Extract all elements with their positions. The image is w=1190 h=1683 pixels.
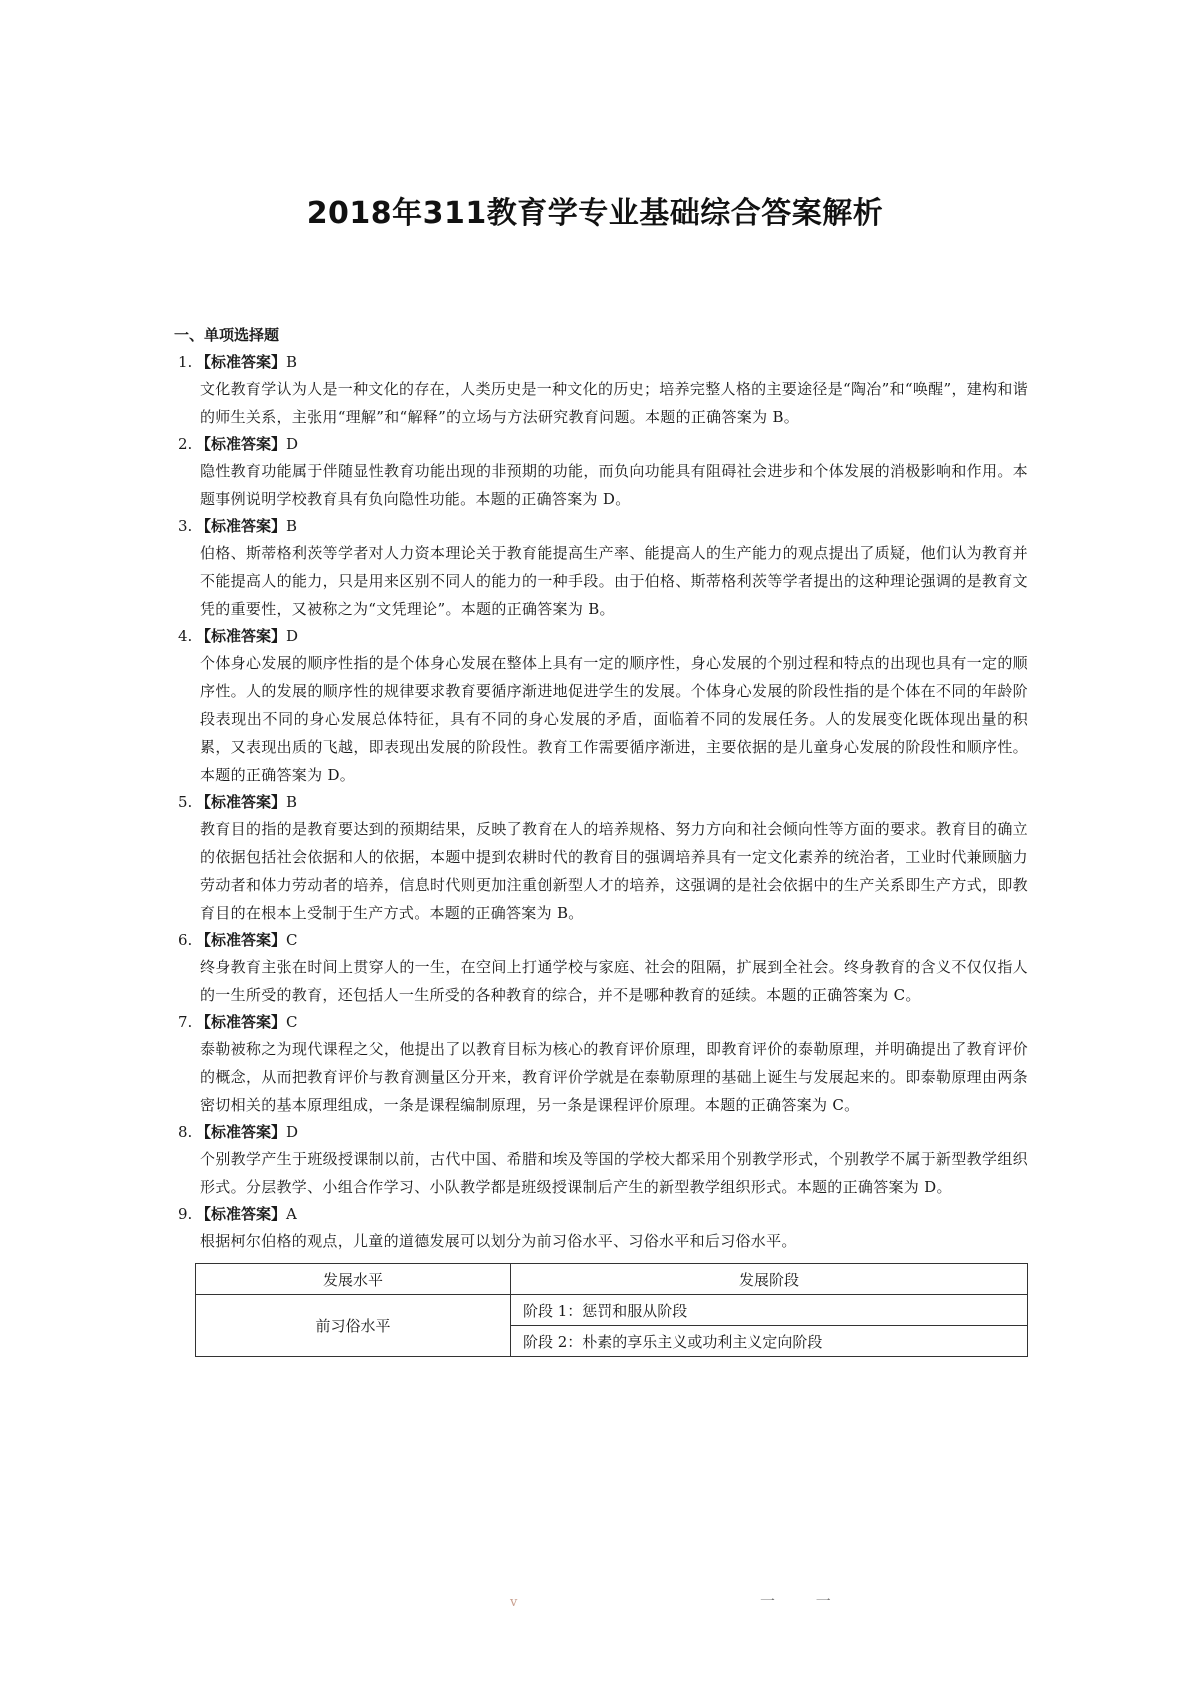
explanation-text: 教育目的指的是教育要达到的预期结果，反映了教育在人的培养规格、努力方向和社会倾向性等方面的要求。教育目的确立的依据包括社会依据和人的依据，本题中提到农耕时代的教育目的强调培养具有一定文化素养的统治者，工业时代兼顾脑力劳动者和体力劳动者的培养，信息时代则更加注重创新型人才的培养，这强调的是社会依据中的生产关系即生产方式，即教育目的在根本上受制于生产方式。本题的正确答案为 B。 bbox=[200, 820, 1028, 922]
explanation-text: 泰勒被称之为现代课程之父，他提出了以教育目标为核心的教育评价原理，即教育评价的泰勒原理，并明确提出了教育评价的概念，从而把教育评价与教育测量区分开来，教育评价学就是在泰勒原理的基础上诞生与发展起来的。即泰勒原理由两条密切相关的基本原理组成，一条是课程编制原理，另一条是课程评价原理。本题的正确答案为 C。 bbox=[200, 1040, 1028, 1114]
question-header bbox=[178, 1119, 1028, 1145]
question-list bbox=[178, 349, 1028, 1255]
answer-tag: 【标准答案】 bbox=[196, 793, 287, 811]
answer-tag: 【标准答案】 bbox=[196, 627, 287, 645]
answer-content bbox=[174, 323, 1028, 1357]
question-header bbox=[178, 431, 1028, 457]
question-number: 9. bbox=[178, 1205, 193, 1223]
answer-letter: D bbox=[286, 435, 299, 453]
question-number: 2. bbox=[178, 435, 193, 453]
answer-tag: 【标准答案】 bbox=[196, 435, 287, 453]
answer-letter: D bbox=[286, 1123, 299, 1141]
explanation-text: 文化教育学认为人是一种文化的存在，人类历史是一种文化的历史；培养完整人格的主要途径是“陶冶”和“唤醒”，建构和谐的师生关系，主张用“理解”和“解释”的立场与方法研究教育问题。本题的正确答案为 B。 bbox=[200, 380, 1028, 426]
question-number: 7. bbox=[178, 1013, 193, 1031]
question-header bbox=[178, 1201, 1028, 1227]
answer-letter: D bbox=[286, 627, 299, 645]
answer-letter: B bbox=[286, 353, 298, 371]
answer-letter: B bbox=[286, 793, 298, 811]
question-number: 3. bbox=[178, 517, 193, 535]
answer-tag: 【标准答案】 bbox=[196, 1205, 287, 1223]
footer-mark: v bbox=[510, 1595, 518, 1610]
answer-letter: A bbox=[286, 1205, 297, 1223]
answer-letter: B bbox=[286, 517, 298, 535]
question-number: 4. bbox=[178, 627, 193, 645]
explanation-text: 隐性教育功能属于伴随显性教育功能出现的非预期的功能，而负向功能具有阻碍社会进步和个体发展的消极影响和作用。本题事例说明学校教育具有负向隐性功能。本题的正确答案为 D。 bbox=[200, 462, 1028, 508]
explanation-text: 根据柯尔伯格的观点，儿童的道德发展可以划分为前习俗水平、习俗水平和后习俗水平。 bbox=[200, 1232, 797, 1250]
answer-letter: C bbox=[286, 931, 298, 949]
table-row bbox=[196, 1295, 1028, 1326]
question-number: 8. bbox=[178, 1123, 193, 1141]
table-cell-stage: 阶段 1：惩罚和服从阶段 bbox=[511, 1295, 1028, 1326]
answer-letter: C bbox=[286, 1013, 298, 1031]
explanation-text: 个体身心发展的顺序性指的是个体身心发展在整体上具有一定的顺序性，身心发展的个别过程和特点的出现也具有一定的顺序性。人的发展的顺序性的规律要求教育要循序渐进地促进学生的发展。个体身心发展的阶段性指的是个体在不同的年龄阶段表现出不同的身心发展总体特征，具有不同的身心发展的矛盾，面临着不同的发展任务。人的发展变化既体现出量的积累，又表现出质的飞越，即表现出发展的阶段性。教育工作需要循序渐进，主要依据的是儿童身心发展的阶段性和顺序性。本题的正确答案为 D。 bbox=[200, 654, 1028, 784]
moral-development-table bbox=[195, 1263, 1028, 1357]
question-header bbox=[178, 623, 1028, 649]
question-header bbox=[178, 789, 1028, 815]
explanation-text: 终身教育主张在时间上贯穿人的一生，在空间上打通学校与家庭、社会的阻隔，扩展到全社会。终身教育的含义不仅仅指人的一生所受的教育，还包括人一生所受的各种教育的综合，并不是哪种教育的延续。本题的正确答案为 C。 bbox=[200, 958, 1028, 1004]
question-header bbox=[178, 1009, 1028, 1035]
question-number: 6. bbox=[178, 931, 193, 949]
answer-tag: 【标准答案】 bbox=[196, 931, 287, 949]
answer-tag: 【标准答案】 bbox=[196, 517, 287, 535]
answer-tag: 【标准答案】 bbox=[196, 1013, 287, 1031]
explanation-text: 伯格、斯蒂格利茨等学者对人力资本理论关于教育能提高生产率、能提高人的生产能力的观点提出了质疑，他们认为教育并不能提高人的能力，只是用来区别不同人的能力的一种手段。由于伯格、斯蒂格利茨等学者提出的这种理论强调的是教育文凭的重要性，又被称之为“文凭理论”。本题的正确答案为 B。 bbox=[200, 544, 1028, 618]
table-header-level: 发展水平 bbox=[196, 1264, 511, 1295]
section-title: 一、单项选择题 bbox=[174, 326, 280, 344]
table-header-row bbox=[196, 1264, 1028, 1295]
question-number: 5. bbox=[178, 793, 193, 811]
question-number: 1. bbox=[178, 353, 193, 371]
table-cell-stage: 阶段 2：朴素的享乐主义或功利主义定向阶段 bbox=[511, 1326, 1028, 1357]
footer-dashes: 一 一 bbox=[760, 1592, 849, 1610]
question-header bbox=[178, 927, 1028, 953]
answer-tag: 【标准答案】 bbox=[196, 353, 287, 371]
question-header bbox=[178, 349, 1028, 375]
explanation-text: 个别教学产生于班级授课制以前，古代中国、希腊和埃及等国的学校大都采用个别教学形式，个别教学不属于新型教学组织形式。分层教学、小组合作学习、小队教学都是班级授课制后产生的新型教学组织形式。本题的正确答案为 D。 bbox=[200, 1150, 1028, 1196]
answer-tag: 【标准答案】 bbox=[196, 1123, 287, 1141]
table-cell-level: 前习俗水平 bbox=[196, 1295, 511, 1357]
table-header-stage: 发展阶段 bbox=[511, 1264, 1028, 1295]
page-title: 2018年311教育学专业基础综合答案解析 bbox=[306, 196, 884, 231]
question-header bbox=[178, 513, 1028, 539]
